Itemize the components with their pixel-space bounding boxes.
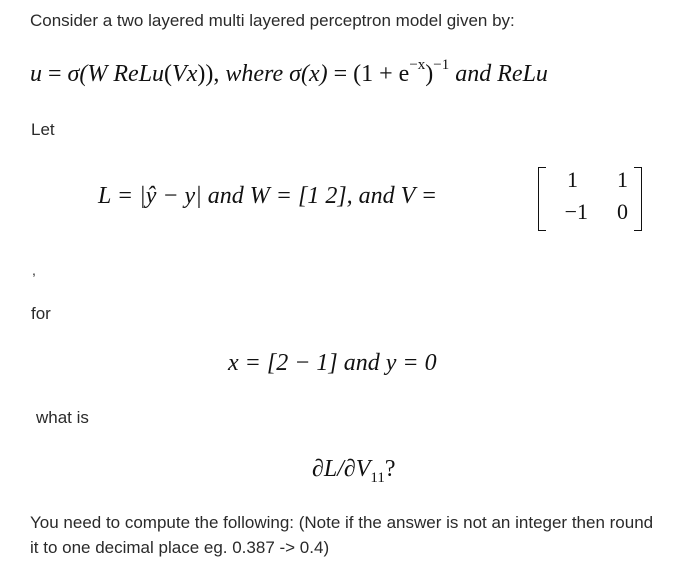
matrix-cell-22: 0 (617, 199, 628, 224)
what-is-label: what is (36, 408, 89, 427)
x-equation: x = [2 − 1] and y = 0 (228, 350, 437, 376)
matrix-left-bracket (538, 167, 546, 231)
matrix-v (538, 165, 642, 231)
intro-text: Consider a two layered multi layered perceptron model given by: (30, 11, 515, 30)
instruction-line-2: it to one decimal place eg. 0.387 -> 0.4) (30, 538, 330, 557)
instruction-line-1: You need to compute the following: (Note if the answer is not an integer then round (30, 513, 654, 532)
derivative-expression: $\partial L/\partial V_{11}$? (312, 456, 396, 486)
matrix-cell-12: 1 (617, 167, 628, 192)
loss-equation: L = |ŷ − y| and W = [1 2], and V = (98, 183, 438, 209)
matrix-cell-21: −1 (564, 199, 588, 224)
model-equation: u = σ(W ReLu(Vx)), where $\sigma(x) = (1 + e^{-x})^{-1}$ and ReLu (30, 57, 548, 87)
matrix-cell-11: 1 (567, 167, 578, 192)
for-label: for (31, 304, 51, 323)
comma-mark: , (32, 262, 36, 278)
eq-u: u (30, 61, 42, 87)
matrix-right-bracket (634, 167, 642, 231)
let-label: Let (31, 120, 55, 139)
